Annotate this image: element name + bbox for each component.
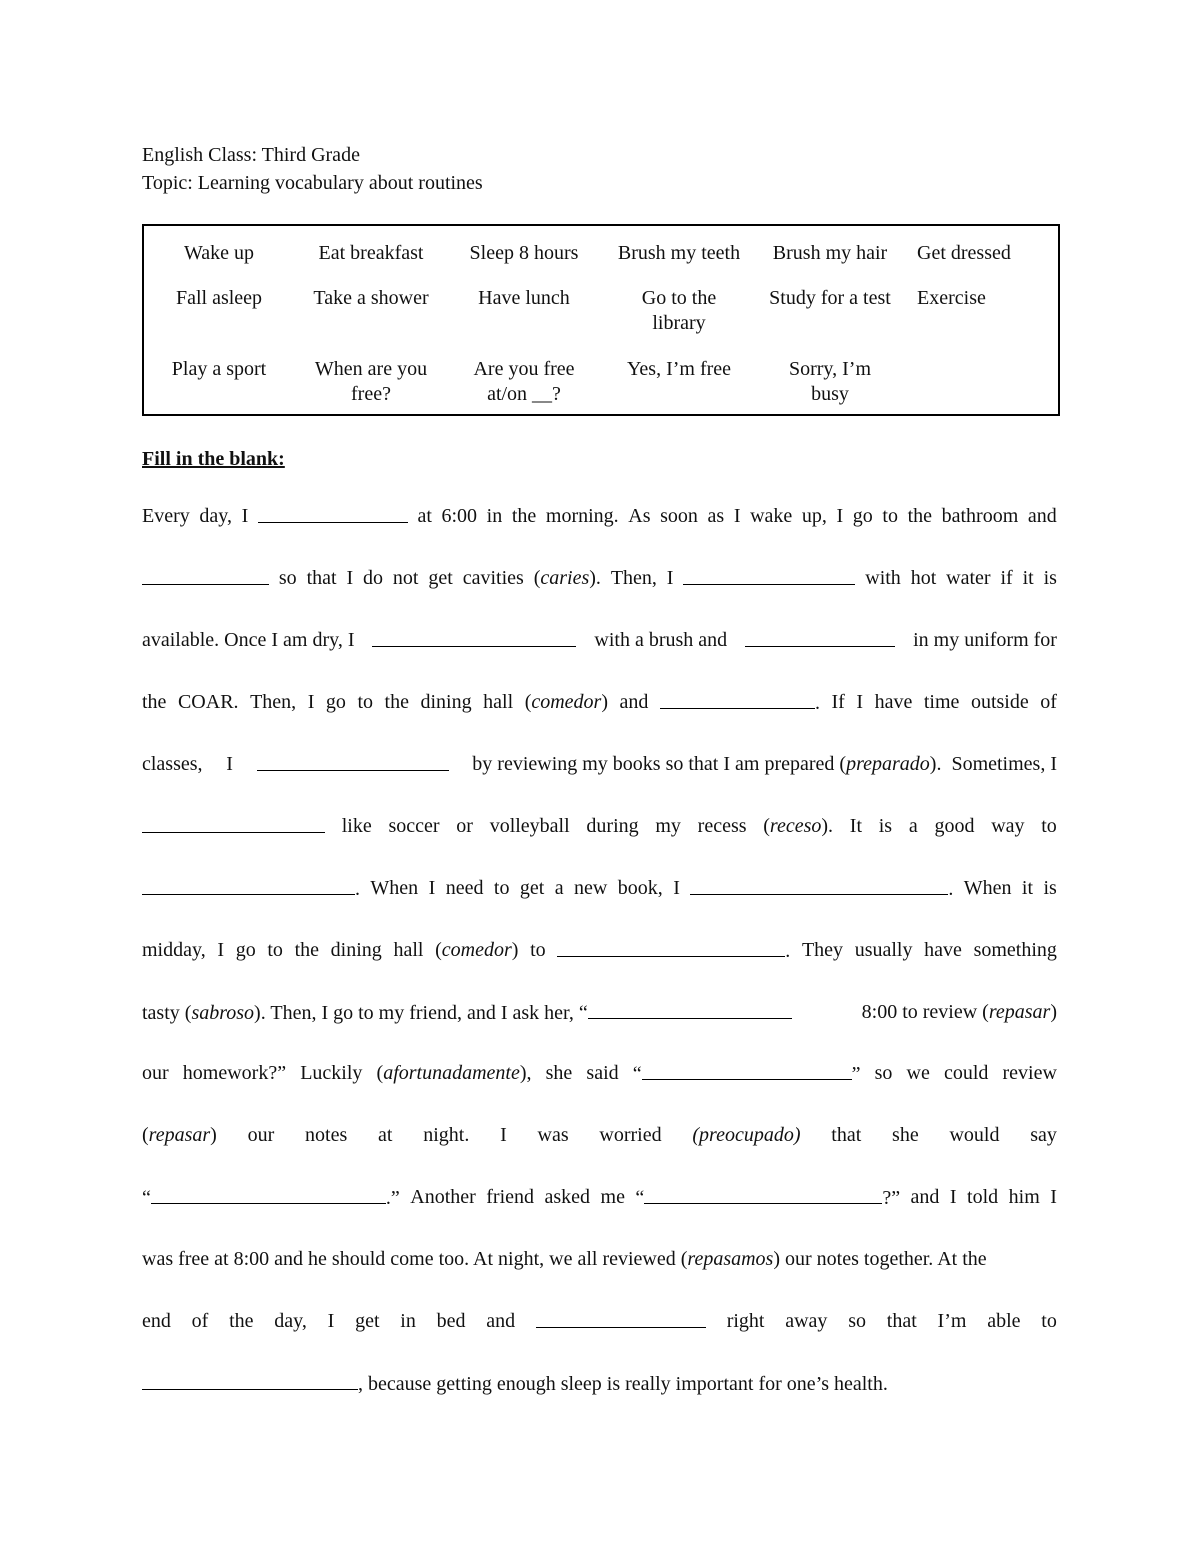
passage-line: the COAR. Then, I go to the dining hall (comedor) and . If I have time outside of <box>142 688 1057 716</box>
vocab-item: Sleep 8 hours <box>469 242 579 264</box>
vocab-item: Brush my hair <box>772 242 888 264</box>
answer-blank[interactable] <box>142 564 269 585</box>
answer-blank[interactable] <box>557 936 785 957</box>
passage-line: so that I do not get cavities (caries). Then, I with hot water if it is <box>142 564 1057 592</box>
answer-blank[interactable] <box>257 750 449 771</box>
vocab-item: Take a shower <box>313 287 429 309</box>
answer-blank[interactable] <box>142 1369 358 1390</box>
answer-blank[interactable] <box>644 1183 882 1204</box>
vocab-item: Yes, I’m free <box>626 358 732 380</box>
passage-line: classes, I by reviewing my books so that I am prepared (preparado). Sometimes, I <box>142 750 1057 778</box>
passage-line: Every day, I at 6:00 in the morning. As soon as I wake up, I go to the bathroom and <box>142 502 1057 530</box>
passage-line: (repasar) our notes at night. I was worried (preocupado) that she would say <box>142 1124 1057 1146</box>
passage-line: was free at 8:00 and he should come too. At night, we all reviewed (repasamos) our notes together. At the <box>142 1248 987 1270</box>
vocab-item: Brush my teeth <box>617 242 741 264</box>
answer-blank[interactable] <box>660 688 815 709</box>
passage-line: . When I need to get a new book, I . When it is <box>142 874 1057 902</box>
answer-blank[interactable] <box>536 1307 706 1328</box>
vocab-item: Exercise <box>917 287 986 309</box>
vocab-item: Play a sport <box>171 358 267 380</box>
vocab-item: Are you free at/on __? <box>473 358 575 405</box>
answer-blank[interactable] <box>690 874 948 895</box>
answer-blank[interactable] <box>588 998 792 1019</box>
vocab-item: Eat breakfast <box>318 242 424 264</box>
vocab-item: When are you free? <box>314 358 428 405</box>
passage-line: midday, I go to the dining hall (comedor) to . They usually have something <box>142 936 1057 964</box>
worksheet-header <box>142 141 483 197</box>
passage-line: , because getting enough sleep is really important for one’s health. <box>142 1369 1057 1397</box>
vocab-item: Sorry, I’m busy <box>788 358 872 405</box>
answer-blank[interactable] <box>745 626 895 647</box>
passage-line: tasty (sabroso). Then, I go to my friend, and I ask her, “ 8:00 to review (repasar) <box>142 998 1057 1026</box>
vocab-item: Go to the library <box>641 287 717 334</box>
answer-blank[interactable] <box>142 874 355 895</box>
passage-line: end of the day, I get in bed and right away so that I’m able to <box>142 1307 1057 1335</box>
answer-blank[interactable] <box>683 564 855 585</box>
answer-blank[interactable] <box>142 812 325 833</box>
answer-blank[interactable] <box>151 1183 386 1204</box>
vocab-item: Get dressed <box>917 242 1011 264</box>
vocab-item: Study for a test <box>769 287 891 309</box>
passage-line: our homework?” Luckily (afortunadamente), she said “ ” so we could review <box>142 1059 1057 1087</box>
vocab-item: Wake up <box>183 242 255 264</box>
answer-blank[interactable] <box>372 626 576 647</box>
class-line: English Class: Third Grade <box>142 144 360 166</box>
vocab-item: Have lunch <box>478 287 570 309</box>
vocabulary-box <box>142 224 1060 416</box>
passage-line: like soccer or volleyball during my recess (receso). It is a good way to <box>142 812 1057 840</box>
answer-blank[interactable] <box>642 1059 852 1080</box>
section-title: Fill in the blank: <box>142 448 285 470</box>
passage-line: “ .” Another friend asked me “ ?” and I told him I <box>142 1183 1057 1211</box>
passage-line: available. Once I am dry, I with a brush and in my uniform for <box>142 626 1057 654</box>
answer-blank[interactable] <box>258 502 408 523</box>
topic-line: Topic: Learning vocabulary about routines <box>142 172 483 194</box>
vocab-item: Fall asleep <box>175 287 263 309</box>
